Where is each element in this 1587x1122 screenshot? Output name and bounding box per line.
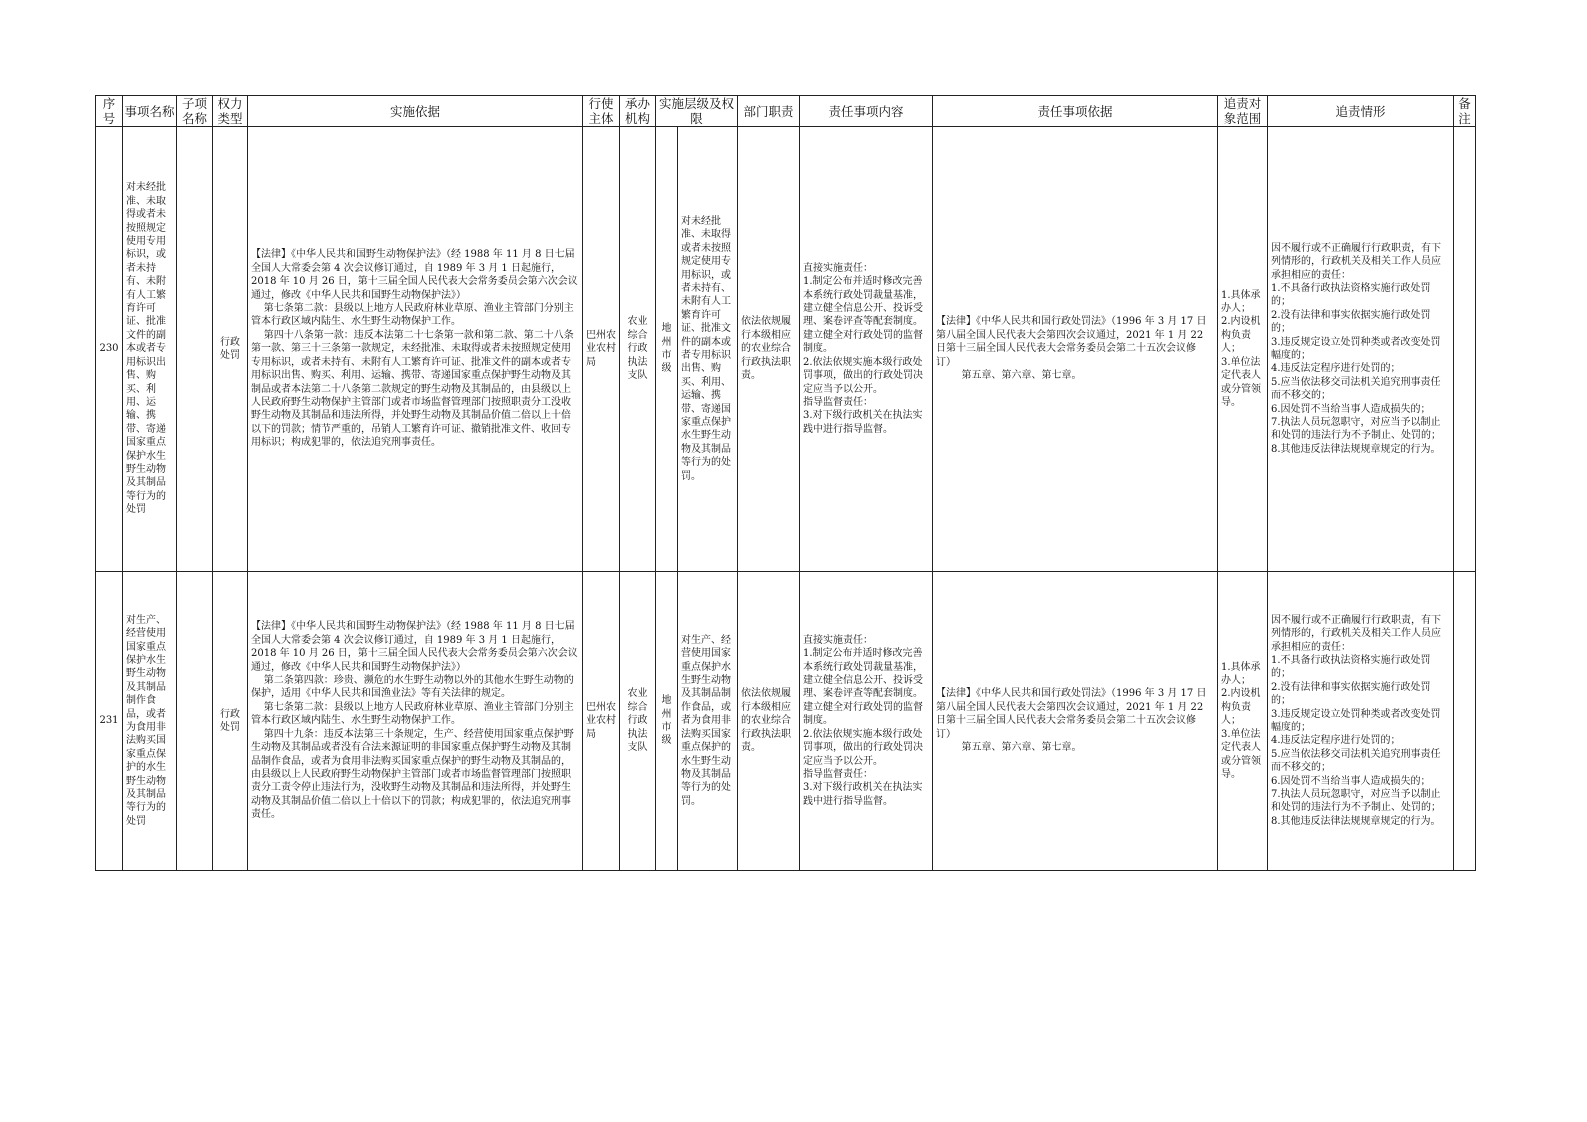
cell-basis: 【法律】《中华人民共和国野生动物保护法》（经 1988 年 11 月 8 日七届全国人大常委会第 4 次会议修订通过，自 1989 年 3 月 1 日起施行，2018 年 10 月 26 日，第十三届全国人民代表大会常务委员会第六次会议通过，修改《中华人民共和国野生动物保护法》） 第二条第四款：珍贵、濒危的水生野生动物以外的其他水生野生动物的保护，适用《中华人民共和国渔业法》等有关法律的规定。 第七条第二款：县级以上地方人民政府林业草原、渔业主管部门分别主管本行政区域内陆生、水生野生动物保护工作。 第四十九条：违反本法第三十条规定，生产、经营使用国家重点保护野生动物及其制品或者没有合法来源证明的非国家重点保护野生动物及其制品制作食品，或者为食用非法购买国家重点保护的野生动物及其制品的，由县级以上人民政府野生动物保护主管部门或者市场监督管理部门按照职责分工责令停止违法行为，没收野生动物及其制品和违法所得，并处野生动物及其制品价值二倍以上十倍以下的罚款；构成犯罪的，依法追究刑事责任。 [248,572,583,871]
cell-agency: 农业综合行政执法支队 [620,127,656,572]
cell-seq: 231 [96,572,123,871]
header-remark: 备注 [1454,96,1476,127]
cell-level-name: 地州市级 [656,127,678,572]
cell-item-name: 对未经批准、未取得或者未按照规定使用专用标识，或者未持有、未附有人工繁育许可证、批准文件的副本或者专用标识出售、购买、利用、运输、携带、寄递国家重点保护水生野生动物及其制品等行为的处罚 [123,127,177,572]
cell-sub-item [177,572,213,871]
header-level: 实施层级及权限 [656,96,738,127]
header-seq: 序号 [96,96,123,127]
cell-resp-basis: 【法律】《中华人民共和国行政处罚法》（1996 年 3 月 17 日第八届全国人民代表大会第四次会议通过，2021 年 1 月 22 日第十三届全国人民代表大会常务委员会第二十五次会议修订） 第五章、第六章、第七章。 [933,572,1218,871]
header-duty: 部门职责 [738,96,800,127]
header-basis: 实施依据 [248,96,583,127]
cell-resp-basis: 【法律】《中华人民共和国行政处罚法》（1996 年 3 月 17 日第八届全国人民代表大会第四次会议通过，2021 年 1 月 22 日第十三届全国人民代表大会常务委员会第二十五次会议修订） 第五章、第六章、第七章。 [933,127,1218,572]
cell-basis: 【法律】《中华人民共和国野生动物保护法》（经 1988 年 11 月 8 日七届全国人大常委会第 4 次会议修订通过，自 1989 年 3 月 1 日起施行，2018 年 10 月 26 日，第十三届全国人民代表大会常务委员会第六次会议通过，修改《中华人民共和国野生动物保护法》） 第七条第二款：县级以上地方人民政府林业草原、渔业主管部门分别主管本行政区域内陆生、水生野生动物保护工作。 第四十八条第一款：违反本法第二十七条第一款和第二款、第二十八条第一款、第三十三条第一款规定，未经批准、未取得或者未按照规定使用专用标识，或者未持有、未附有人工繁育许可证、批准文件的副本或者专用标识出售、购买、利用、运输、携带、寄递国家重点保护野生动物及其制品或者本法第二十八条第二款规定的野生动物及其制品的，由县级以上人民政府野生动物保护主管部门或者市场监督管理部门按照职责分工没收野生动物及其制品和违法所得，并处野生动物及其制品价值二倍以上十倍以下的罚款；情节严重的，吊销人工繁育许可证、撤销批准文件、收回专用标识；构成犯罪的，依法追究刑事责任。 [248,127,583,572]
cell-remark [1454,572,1476,871]
header-situation: 追责情形 [1268,96,1454,127]
cell-subject: 巴州农业农村局 [583,572,620,871]
cell-resp-content: 直接实施责任： 1.制定公布并适时修改完善本系统行政处罚裁量基准，建立健全信息公开、投诉受理、案卷评查等配套制度。建立健全对行政处罚的监督制度。 2.依法依规实施本级行政处罚事项，做出的行政处罚决定应当予以公开。 指导监督责任： 3.对下级行政机关在执法实践中进行指导监督。 [800,127,933,572]
cell-level-scope: 对未经批准、未取得或者未按照规定使用专用标识，或者未持有、未附有人工繁育许可证、批准文件的副本或者专用标识出售、购买、利用、运输、携带、寄递国家重点保护水生野生动物及其制品等行为的处罚。 [678,127,738,572]
header-subject: 行使主体 [583,96,620,127]
header-resp-basis: 责任事项依据 [933,96,1218,127]
cell-subject: 巴州农业农村局 [583,127,620,572]
cell-level-name: 地州市级 [656,572,678,871]
header-row [96,96,1476,127]
cell-duty: 依法依规履行本级相应的农业综合行政执法职责。 [738,127,800,572]
cell-agency: 农业综合行政执法支队 [620,572,656,871]
header-agency: 承办机构 [620,96,656,127]
header-power-type: 权力类型 [213,96,248,127]
cell-level-scope: 对生产、经营使用国家重点保护水生野生动物及其制品制作食品，或者为食用非法购买国家重点保护的水生野生动物及其制品等行为的处罚。 [678,572,738,871]
power-list-table [95,95,1476,871]
header-resp-content: 责任事项内容 [800,96,933,127]
cell-scope: 1.具体承办人； 2.内设机构负责人； 3.单位法定代表人或分管领导。 [1218,127,1268,572]
cell-power-type: 行政处罚 [213,127,248,572]
cell-scope: 1.具体承办人； 2.内设机构负责人； 3.单位法定代表人或分管领导。 [1218,572,1268,871]
cell-power-type: 行政处罚 [213,572,248,871]
header-sub-item: 子项名称 [177,96,213,127]
cell-item-name: 对生产、经营使用国家重点保护水生野生动物及其制品制作食品，或者为食用非法购买国家重点保护的水生野生动物及其制品等行为的处罚 [123,572,177,871]
header-item-name: 事项名称 [123,96,177,127]
header-scope: 追责对象范围 [1218,96,1268,127]
table-row [96,572,1476,871]
table-row [96,127,1476,572]
cell-situation: 因不履行或不正确履行行政职责，有下列情形的，行政机关及相关工作人员应承担相应的责任： 1.不具备行政执法资格实施行政处罚的； 2.没有法律和事实依据实施行政处罚的； 3.违反规定设立处罚种类或者改变处罚幅度的； 4.违反法定程序进行处罚的； 5.应当依法移交司法机关追究刑事责任而不移交的； 6.因处罚不当给当事人造成损失的； 7.执法人员玩忽职守，对应当予以制止和处罚的违法行为不予制止、处罚的； 8.其他违反法律法规规章规定的行为。 [1268,572,1454,871]
cell-duty: 依法依规履行本级相应的农业综合行政执法职责。 [738,572,800,871]
cell-remark [1454,127,1476,572]
cell-resp-content: 直接实施责任： 1.制定公布并适时修改完善本系统行政处罚裁量基准，建立健全信息公开、投诉受理、案卷评查等配套制度。建立健全对行政处罚的监督制度。 2.依法依规实施本级行政处罚事项，做出的行政处罚决定应当予以公开。 指导监督责任： 3.对下级行政机关在执法实践中进行指导监督。 [800,572,933,871]
cell-seq: 230 [96,127,123,572]
cell-sub-item [177,127,213,572]
cell-situation: 因不履行或不正确履行行政职责，有下列情形的，行政机关及相关工作人员应承担相应的责任： 1.不具备行政执法资格实施行政处罚的； 2.没有法律和事实依据实施行政处罚的； 3.违反规定设立处罚种类或者改变处罚幅度的； 4.违反法定程序进行处罚的； 5.应当依法移交司法机关追究刑事责任而不移交的； 6.因处罚不当给当事人造成损失的； 7.执法人员玩忽职守，对应当予以制止和处罚的违法行为不予制止、处罚的； 8.其他违反法律法规规章规定的行为。 [1268,127,1454,572]
